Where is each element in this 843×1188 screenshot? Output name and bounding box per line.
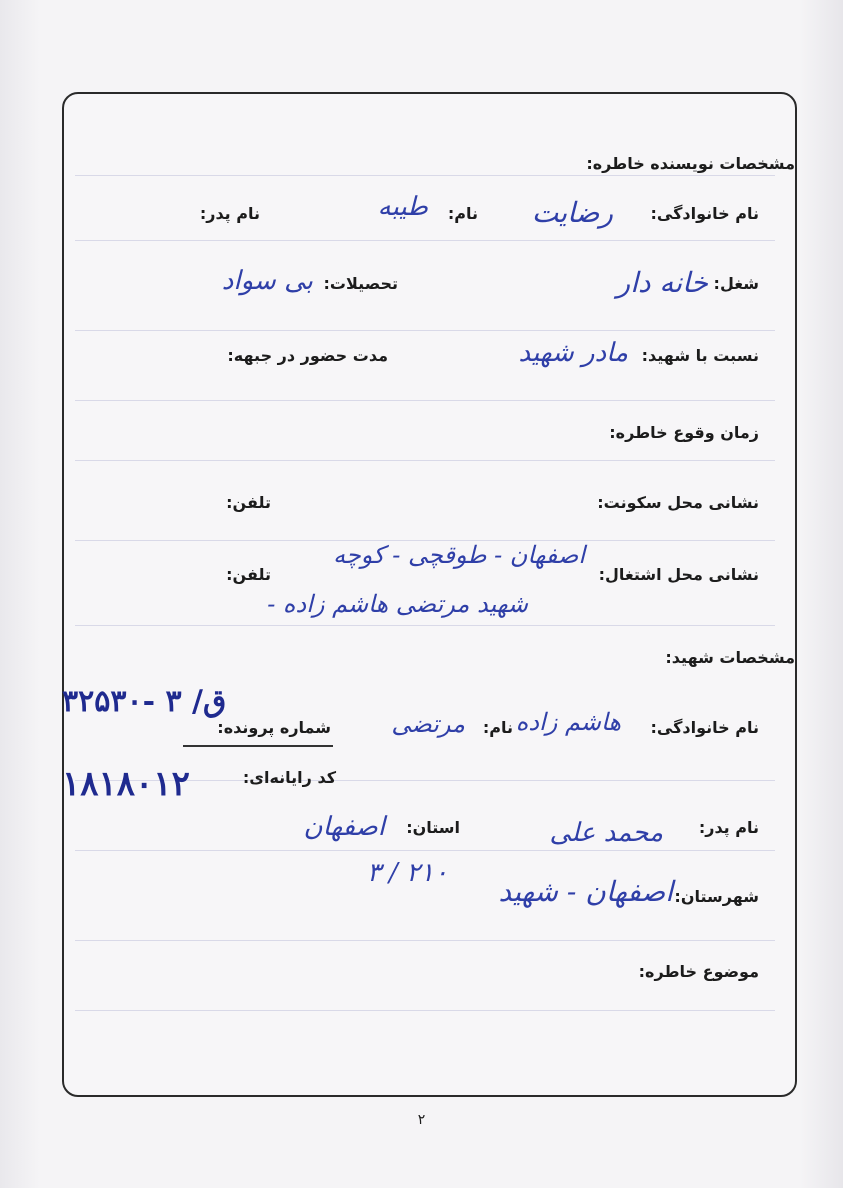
- writer-work-phone-label: تلفن:: [226, 565, 271, 584]
- martyr-name-label: نام:: [482, 718, 513, 737]
- file-number-label: شماره پرونده:: [217, 718, 331, 737]
- bleed-line: [75, 400, 775, 401]
- bleed-line: [75, 460, 775, 461]
- writer-front-duration-label: مدت حضور در جبهه:: [227, 346, 388, 365]
- writer-residence-phone-label: تلفن:: [226, 493, 271, 512]
- bleed-line: [75, 240, 775, 241]
- writer-residence-label: نشانی محل سکونت:: [597, 493, 759, 512]
- writer-education-value: بی سواد: [221, 266, 313, 296]
- writer-work-value-line1: اصفهان - طوقچی - کوچه: [333, 541, 585, 569]
- bleed-line: [75, 850, 775, 851]
- writer-job-value: خانه دار: [616, 266, 708, 299]
- bleed-line: [75, 625, 775, 626]
- city-label: شهرستان:: [674, 887, 759, 906]
- writer-work-label: نشانی محل اشتغال:: [598, 565, 759, 584]
- writer-name-label: نام:: [447, 204, 478, 223]
- writer-job-label: شغل:: [713, 274, 759, 293]
- writer-memory-time-label: زمان وقوع خاطره:: [609, 423, 759, 442]
- writer-education-label: تحصیلات:: [323, 274, 398, 293]
- page-number: ۲: [417, 1112, 426, 1128]
- computer-code-label: کد رایانه‌ای:: [242, 768, 336, 787]
- province-label: استان:: [406, 818, 460, 837]
- martyr-family-value: هاشم زاده: [515, 708, 621, 736]
- bleed-line: [75, 330, 775, 331]
- martyr-name-value: مرتضی: [391, 710, 465, 738]
- writer-relation-label: نسبت با شهید:: [641, 346, 759, 365]
- writer-section-title: مشخصات نویسنده خاطره:: [586, 154, 795, 173]
- file-number-value: ق/ ۳ -۳۲۵۳۰: [62, 684, 227, 719]
- martyr-father-label: نام پدر:: [698, 818, 759, 837]
- writer-family-value: رضایت: [531, 196, 613, 229]
- city-value: اصفهان - شهید: [498, 875, 673, 908]
- martyr-family-label: نام خانوادگی:: [650, 718, 759, 737]
- writer-relation-value: مادر شهید: [518, 338, 628, 368]
- writer-name-value: طیبه: [377, 192, 428, 222]
- city-note: ۲۱۰ / ۳: [366, 858, 448, 888]
- computer-code-value: ۱۸۱۸۰۱۲: [62, 764, 190, 804]
- writer-family-label: نام خانوادگی:: [650, 204, 759, 223]
- province-value: اصفهان: [303, 812, 385, 842]
- subject-label: موضوع خاطره:: [638, 962, 759, 981]
- martyr-section-title: مشخصات شهید:: [665, 648, 795, 667]
- file-number-underline: [183, 745, 333, 747]
- writer-father-label: نام پدر:: [199, 204, 260, 223]
- martyr-father-value: محمد علی: [549, 818, 663, 848]
- bleed-line: [75, 940, 775, 941]
- writer-work-value-line2: شهید مرتضی هاشم زاده -: [267, 590, 528, 618]
- bleed-line: [75, 1010, 775, 1011]
- bleed-line: [75, 175, 775, 176]
